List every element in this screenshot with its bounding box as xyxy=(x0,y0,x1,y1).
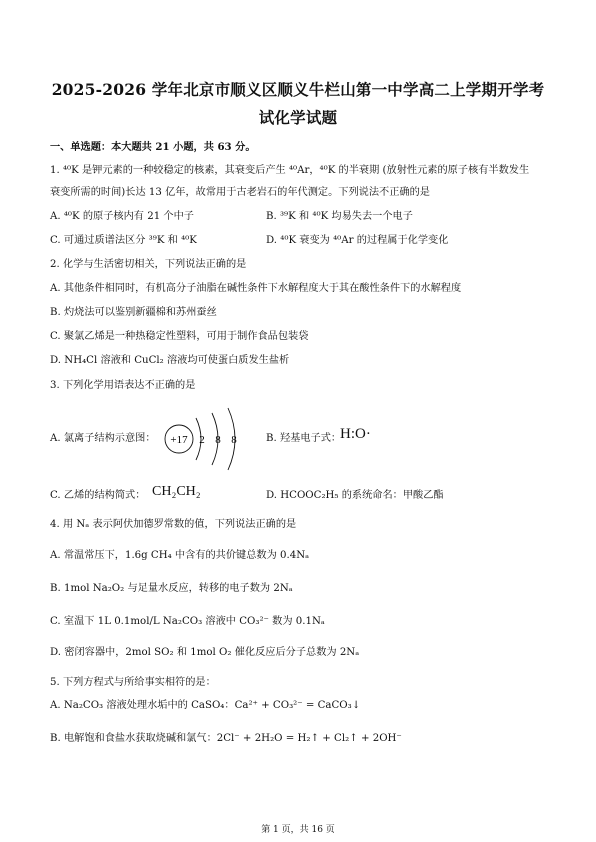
q4-option-d: D. 密闭容器中，2mol SO₂ 和 1mol O₂ 催化反应后分子总数为 2Nₐ xyxy=(50,647,360,658)
q1-stem-line1: 1. ⁴⁰K 是钾元素的一种较稳定的核素，其衰变后产生 ⁴⁰Ar，⁴⁰K 的半衰期 (放射性元素的原子核有半数发生 xyxy=(50,165,530,176)
q2-option-b: B. 灼烧法可以鉴别新疆棉和苏州蚕丝 xyxy=(50,307,217,318)
shell-electrons-2: 8 xyxy=(215,434,221,446)
q3-option-b-label: B. 羟基电子式： xyxy=(266,433,342,444)
shell-electrons-3: 8 xyxy=(231,434,237,446)
ethylene-structural-formula: CH₂CH₂ xyxy=(152,484,201,499)
q4-stem: 4. 用 Nₐ 表示阿伏加德罗常数的值，下列说法正确的是 xyxy=(50,519,297,530)
q3-option-a-label: A. 氯离子结构示意图： xyxy=(50,433,156,444)
q3-option-c-label: C. 乙烯的结构简式： xyxy=(50,490,146,501)
q4-option-a: A. 常温常压下，1.6g CH₄ 中含有的共价键总数为 0.4Nₐ xyxy=(50,550,310,561)
section-heading: 一、单选题：本大题共 21 小题，共 63 分。 xyxy=(50,141,256,153)
q3-stem: 3. 下列化学用语表达不正确的是 xyxy=(50,380,196,391)
q1-stem-line2: 衰变所需的时间)长达 13 亿年，故常用于古老岩石的年代测定。下列说法不正确的是 xyxy=(50,187,430,198)
q5-option-b: B. 电解饱和食盐水获取烧碱和氯气：2Cl⁻ + 2H₂O = H₂↑ + Cl₂↑ + 2OH⁻ xyxy=(50,733,402,744)
q4-option-b: B. 1mol Na₂O₂ 与足量水反应，转移的电子数为 2Nₐ xyxy=(50,583,293,594)
q5-option-a: A. Na₂CO₃ 溶液处理水垢中的 CaSO₄：Ca²⁺ + CO₃²⁻ = CaCO₃↓ xyxy=(50,700,361,711)
exam-title-line2: 试化学试题 xyxy=(258,108,338,127)
shell-electrons-1: 2 xyxy=(199,434,205,446)
page-footer: 第 1 页，共 16 页 xyxy=(261,825,335,835)
q2-option-d: D. NH₄Cl 溶液和 CuCl₂ 溶液均可使蛋白质发生盐析 xyxy=(50,355,290,366)
q4-option-c: C. 室温下 1L 0.1mol/L Na₂CO₃ 溶液中 CO₃²⁻ 数为 0.1Nₐ xyxy=(50,616,325,627)
hydroxyl-electron-formula: H:O· xyxy=(340,426,371,442)
q2-option-a: A. 其他条件相同时，有机高分子油脂在碱性条件下水解程度大于其在酸性条件下的水解程度 xyxy=(50,283,462,294)
q1-option-c: C. 可通过质谱法区分 ³⁹K 和 ⁴⁰K xyxy=(50,235,197,246)
q2-stem: 2. 化学与生活密切相关，下列说法正确的是 xyxy=(50,259,247,270)
nucleus-charge: +17 xyxy=(170,434,188,446)
q1-option-d: D. ⁴⁰K 衰变为 ⁴⁰Ar 的过程属于化学变化 xyxy=(266,235,449,246)
exam-title-line1: 2025-2026 学年北京市顺义区顺义牛栏山第一中学高二上学期开学考 xyxy=(51,80,545,99)
q1-option-a: A. ⁴⁰K 的原子核内有 21 个中子 xyxy=(50,211,194,222)
q3-option-d: D. HCOOC₂H₅ 的系统命名：甲酸乙酯 xyxy=(266,490,444,501)
q2-option-c: C. 聚氯乙烯是一种热稳定性塑料，可用于制作食品包装袋 xyxy=(50,331,309,342)
q5-stem: 5. 下列方程式与所给事实相符的是： xyxy=(50,677,216,688)
q1-option-b: B. ³⁹K 和 ⁴⁰K 均易失去一个电子 xyxy=(266,211,413,222)
chloride-ion-structure-diagram xyxy=(158,404,248,474)
